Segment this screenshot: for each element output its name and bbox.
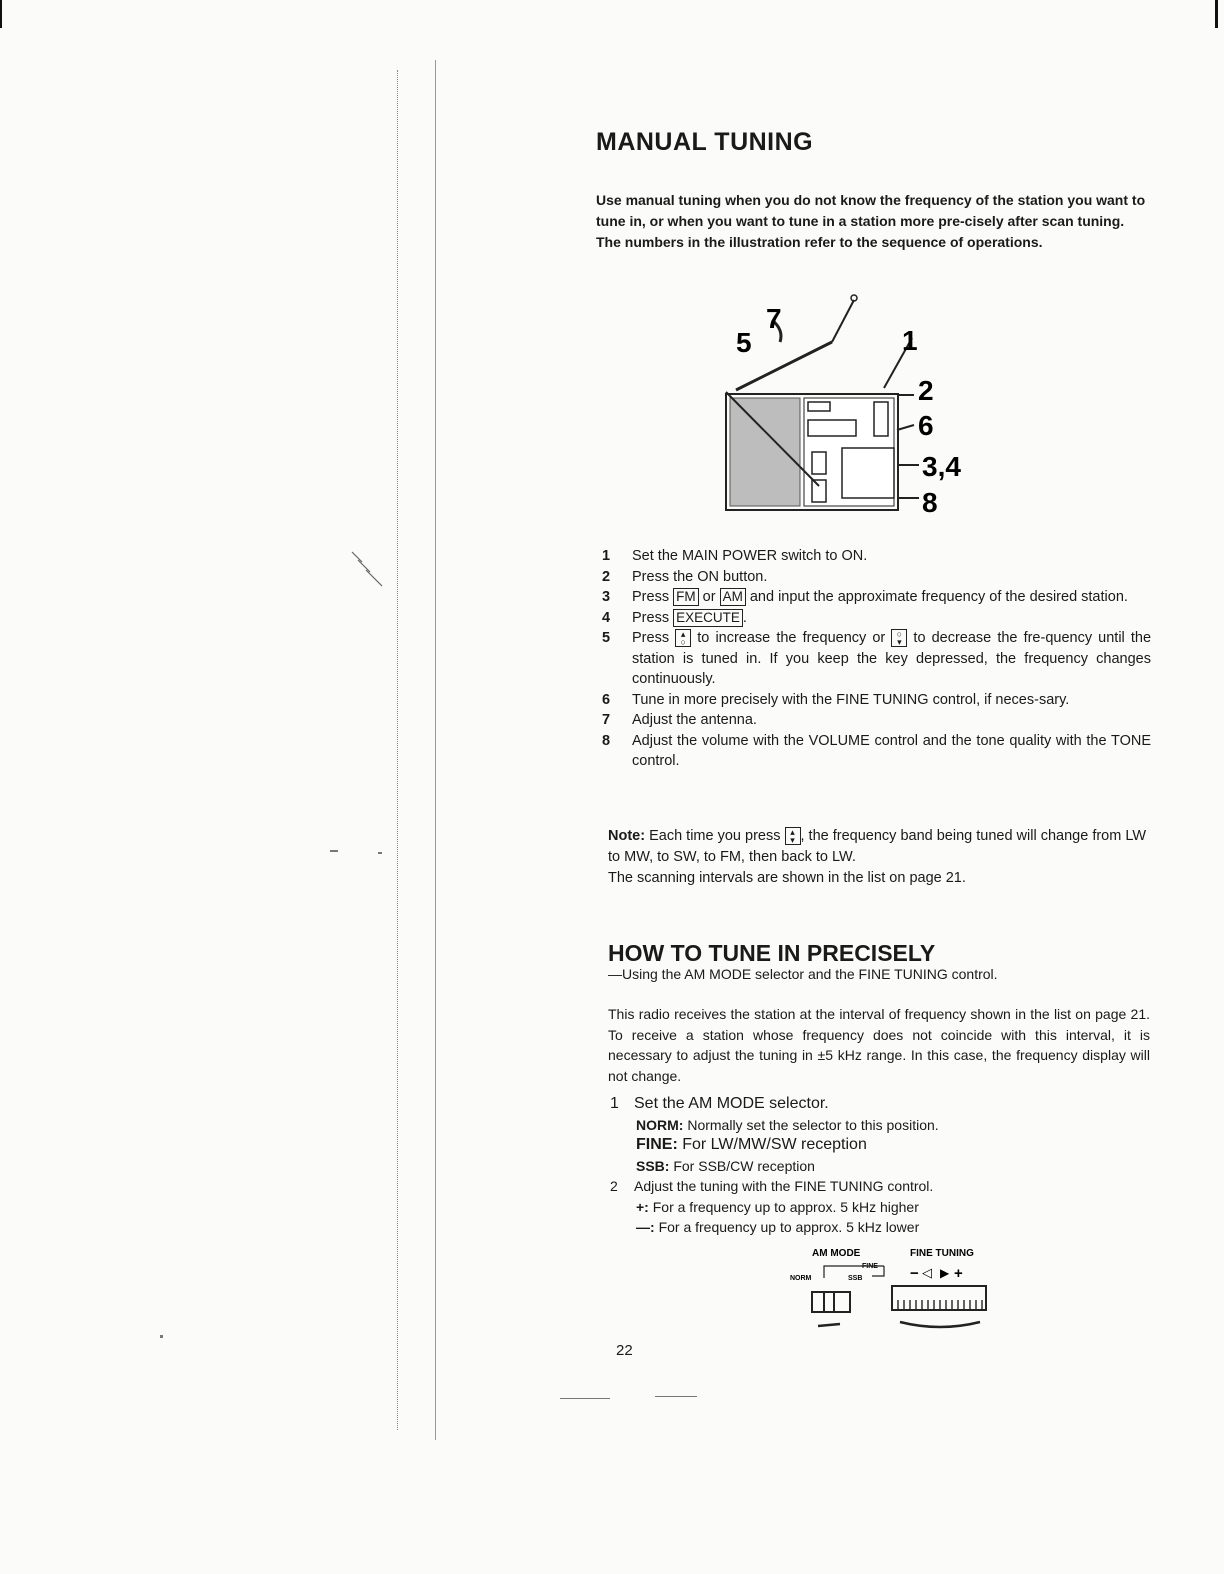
- section-title-precise: HOW TO TUNE IN PRECISELY: [608, 940, 936, 966]
- step-text: Adjust the antenna.: [632, 712, 757, 728]
- step-text: Set the MAIN POWER switch to ON.: [632, 548, 868, 564]
- step-item: [596, 608, 1151, 629]
- step-item: [596, 628, 1151, 690]
- diagram-label-fine: FINE: [862, 1263, 878, 1270]
- step-text: Press the ON button.: [632, 568, 768, 585]
- fine-tuning-dial-icon: [892, 1286, 986, 1310]
- page-number: 22: [616, 1342, 633, 1359]
- right-triangle-icon: ▶: [940, 1266, 950, 1280]
- note-text: The scanning intervals are shown in the list on page 21.: [608, 870, 966, 886]
- manual-steps-list: [596, 546, 1151, 772]
- note-label: Note:: [608, 828, 646, 844]
- step-item: [596, 587, 1151, 608]
- step-item: [596, 546, 1151, 567]
- option-item: [608, 1135, 1153, 1156]
- step-text: or: [702, 589, 716, 605]
- option-item: [608, 1115, 1153, 1136]
- note-block: [608, 826, 1153, 889]
- note-text: , the frequency band being tuned will change from LW to MW, to SW, to FM, then back to LW.: [608, 828, 1147, 865]
- am-mode-instructions: [608, 1094, 1153, 1238]
- step-number: 1: [602, 548, 611, 564]
- step-number: 1: [610, 1095, 619, 1112]
- step-item: [596, 690, 1151, 711]
- left-triangle-icon: ◁: [922, 1266, 932, 1281]
- scan-speck: [378, 852, 382, 854]
- scan-speck: [330, 850, 338, 852]
- step-number: 5: [602, 630, 611, 646]
- band-key-icon: ▴ ▾: [785, 827, 801, 845]
- step-item: [608, 1094, 1153, 1115]
- scan-speck: [655, 1396, 697, 1397]
- intro-line: The numbers in the illustration refer to the sequence of operations.: [596, 234, 1043, 250]
- precise-paragraph: This radio receives the station at the interval of frequency shown in the list on page 21. To receive a station whose frequency does not coincide with this interval, it is necessary to adjust the tuning in ±5 kHz range. In this case, the frequency display will not change.: [608, 1006, 1150, 1084]
- scan-corner-mark-right: [1215, 0, 1218, 28]
- step-text: Adjust the volume with the VOLUME control and the tone quality with the TONE control.: [632, 732, 1151, 769]
- step-text: Press: [632, 589, 670, 605]
- diagram-minus: −: [910, 1265, 919, 1282]
- scan-corner-mark-left: [0, 0, 2, 28]
- option-item: [608, 1217, 1153, 1238]
- step-text: to increase the frequency or: [697, 630, 886, 646]
- section-subtitle: —Using the AM MODE selector and the FINE TUNING control.: [608, 966, 998, 982]
- option-text: Normally set the selector to this position.: [687, 1116, 939, 1133]
- step-text: Press: [632, 609, 670, 626]
- down-arrow-key-icon: ○ ▾: [891, 629, 907, 647]
- step-text: Tune in more precisely with the FINE TUNING control, if neces-sary.: [632, 691, 1070, 708]
- step-number: 2: [610, 1178, 618, 1194]
- scan-smudge: [348, 548, 398, 598]
- figure-label-8: 8: [922, 487, 938, 518]
- scan-speck: [560, 1398, 610, 1399]
- intro-line: Use manual tuning when you do not know the frequency of the station you want to tune in, or when you want to tune in a station more pre-cisely after scan tuning.: [596, 192, 1146, 229]
- figure-label-6: 6: [918, 410, 934, 441]
- step-text: .: [742, 609, 747, 626]
- step-text: Set the AM MODE selector.: [634, 1095, 829, 1112]
- section-title-manual-tuning: MANUAL TUNING: [596, 128, 814, 156]
- up-arrow-key-icon: ▴ ○: [675, 629, 691, 647]
- option-text: For SSB/CW reception: [673, 1157, 815, 1174]
- step-text: and input the approximate frequency of the desired station.: [749, 589, 1128, 605]
- step-number: 4: [602, 609, 611, 626]
- step-number: 7: [602, 712, 611, 728]
- am-mode-fine-tuning-diagram: [788, 1244, 998, 1336]
- option-text: For a frequency up to approx. 5 kHz higher: [652, 1198, 919, 1215]
- step-item: [596, 710, 1151, 731]
- am-key: AM: [720, 588, 746, 606]
- figure-label-1: 1: [902, 325, 918, 356]
- step-item: [608, 1176, 1153, 1197]
- step-number: 6: [602, 691, 611, 708]
- step-item: [596, 567, 1151, 588]
- execute-key: EXECUTE: [673, 609, 743, 627]
- option-label: SSB:: [636, 1157, 670, 1174]
- scan-speck: [160, 1335, 163, 1338]
- option-label: —:: [636, 1219, 655, 1235]
- radio-illustration: [714, 290, 1014, 530]
- figure-label-3-4: 3,4: [922, 451, 961, 482]
- diagram-label-fine-tuning: FINE TUNING: [910, 1248, 974, 1259]
- diagram-label-norm: NORM: [790, 1275, 812, 1282]
- option-label: FINE:: [636, 1136, 678, 1153]
- step-item: [596, 731, 1151, 772]
- step-text: Adjust the tuning with the FINE TUNING control.: [634, 1178, 934, 1194]
- step-number: 3: [602, 589, 611, 605]
- step-number: 8: [602, 732, 611, 749]
- step-text: to decrease the fre-quency until the station is tuned in. If you keep the key depressed, the frequency changes continuously.: [632, 630, 1152, 687]
- intro-text: [596, 190, 1146, 253]
- note-text: Each time you press: [649, 828, 781, 844]
- fm-key: FM: [673, 588, 699, 606]
- diagram-plus: +: [954, 1265, 963, 1282]
- figure-label-7: 7: [766, 303, 782, 334]
- option-text: For a frequency up to approx. 5 kHz lower: [658, 1219, 920, 1235]
- am-mode-switch-icon: [812, 1292, 850, 1312]
- step-number: 2: [602, 568, 611, 585]
- option-label: +:: [636, 1198, 649, 1215]
- figure-label-2: 2: [918, 375, 934, 406]
- diagram-label-ssb: SSB: [848, 1275, 863, 1282]
- binding-edge-line: [435, 60, 436, 1440]
- binding-edge-dotted: [397, 70, 399, 1430]
- figure-label-5: 5: [736, 327, 752, 358]
- diagram-label-am-mode: AM MODE: [812, 1248, 861, 1259]
- option-label: NORM:: [636, 1116, 684, 1133]
- option-item: [608, 1156, 1153, 1177]
- step-text: Press: [632, 630, 670, 646]
- option-text: For LW/MW/SW reception: [682, 1136, 867, 1153]
- option-item: [608, 1197, 1153, 1218]
